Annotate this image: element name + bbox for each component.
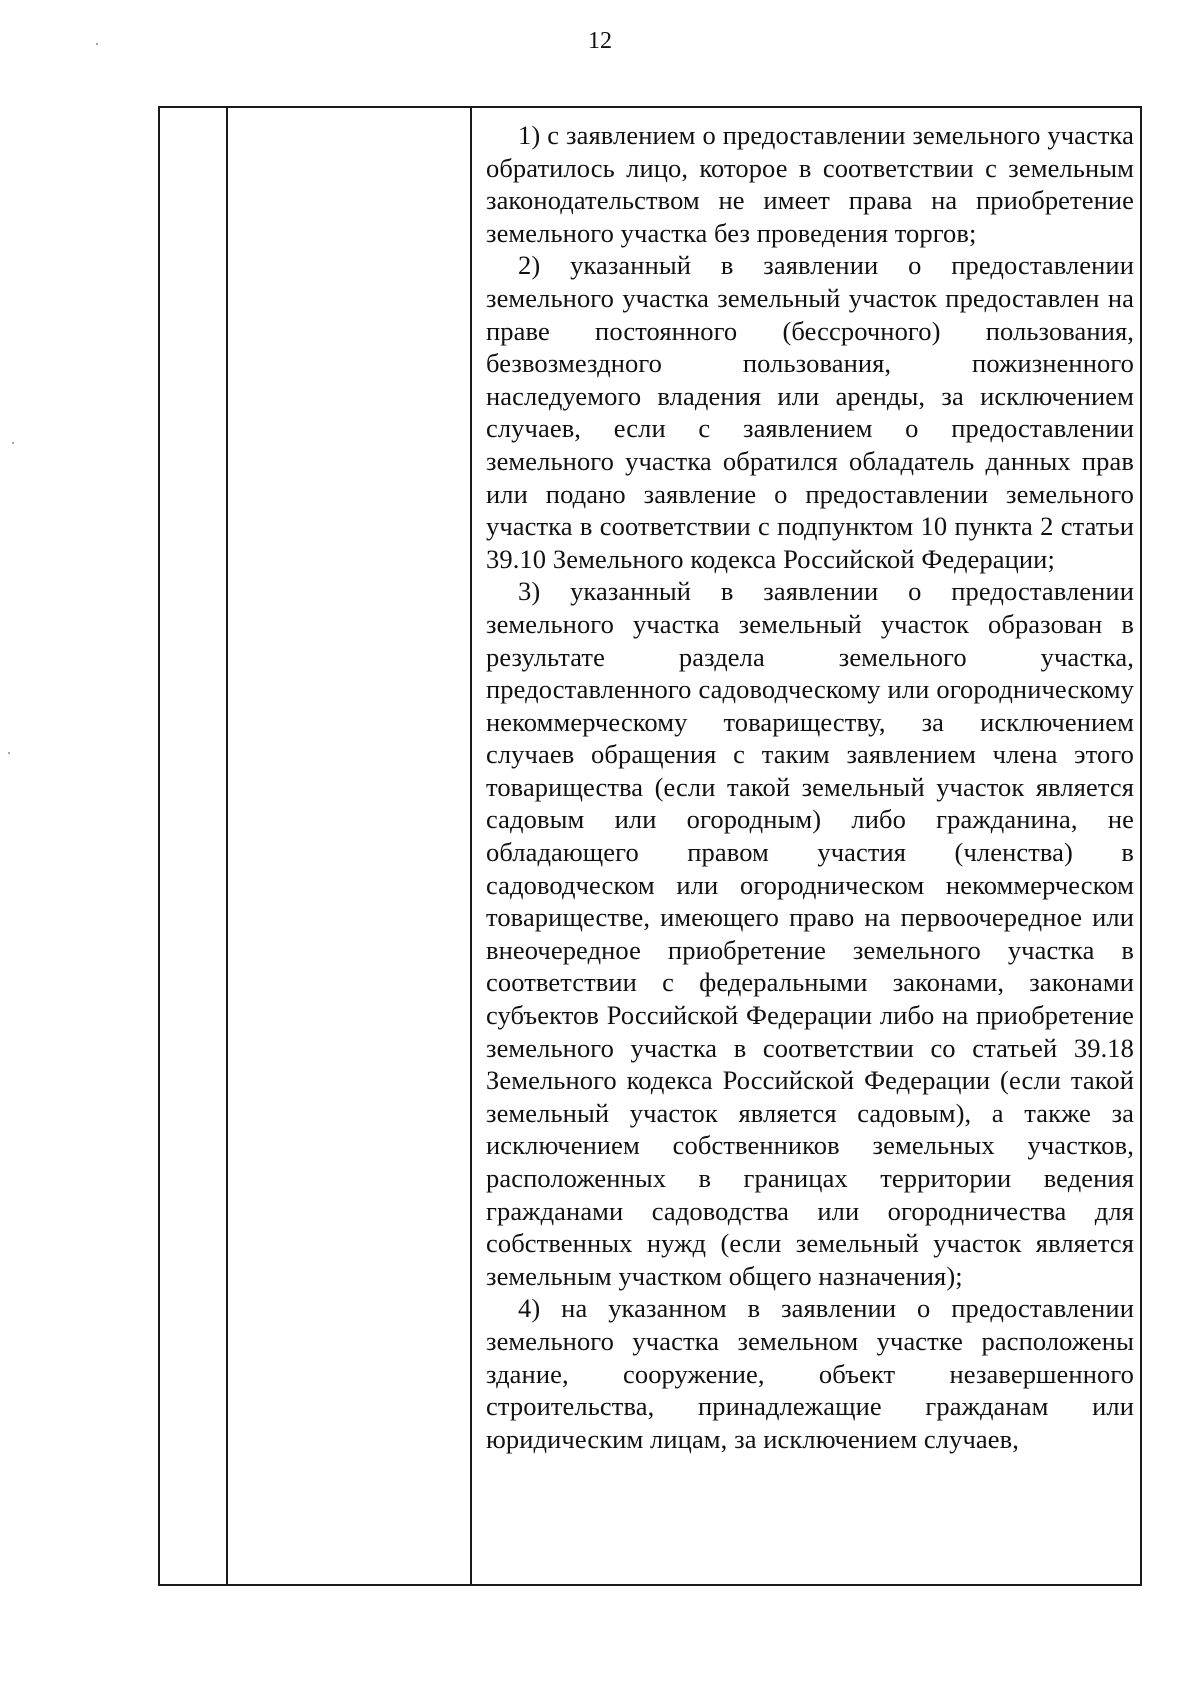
grounds-item-2: 2) указанный в заявлении о предоставлении земельного участка земельный участок предоставлен на праве постоянного (бессрочного) пользования, безвозмездного пользования, пожизненного наследуемого владения или аренды, за исключением случаев, если с заявлением о предоставлении земельного участка обратился обладатель данных прав или подано заявление о предоставлении земельного участка в соответствии с подпунктом 10 пункта 2 статьи 39.10 Земельного кодекса Российской Федерации; <box>486 250 1134 574</box>
document-table <box>158 106 1142 1586</box>
page-number: 12 <box>588 28 612 54</box>
grounds-list <box>472 108 1140 1455</box>
scan-speck <box>8 752 10 754</box>
scan-speck <box>96 43 98 45</box>
table-cell-number <box>159 107 227 1585</box>
grounds-item-3: 3) указанный в заявлении о предоставлении земельного участка земельный участок образован в результате раздела земельного участка, предоставленного садоводческому или огородническому некоммерческому товариществу, за исключением случаев обращения с таким заявлением члена этого товарищества (если такой земельный участок является садовым или огородным) либо гражданина, не обладающего правом участия (членства) в садоводческом или огородническом некоммерческом товариществе, имеющего право на первоочередное или внеочередное приобретение земельного участка в соответствии с федеральными законами, законами субъектов Российской Федерации либо на приобретение земельного участка в соответствии со статьей 39.18 Земельного кодекса Российской Федерации (если такой земельный участок является садовым), а также за исключением собственников земельных участков, расположенных в границах территории ведения гражданами садоводства или огородничества для собственных нужд (если земельный участок является земельным участком общего назначения); <box>486 576 1134 1291</box>
grounds-item-4: 4) на указанном в заявлении о предоставлении земельного участка земельном участке расположены здание, сооружение, объект незавершенного строительства, принадлежащие гражданам или юридическим лицам, за исключением случаев, <box>486 1293 1134 1454</box>
table-row <box>159 107 1141 1585</box>
table-cell-text <box>471 107 1141 1585</box>
table-cell-title <box>227 107 471 1585</box>
grounds-item-1: 1) с заявлением о предоставлении земельного участка обратилось лицо, которое в соответствии с земельным законодательством не имеет права на приобретение земельного участка без проведения торгов; <box>486 120 1134 248</box>
scan-speck <box>12 442 14 444</box>
